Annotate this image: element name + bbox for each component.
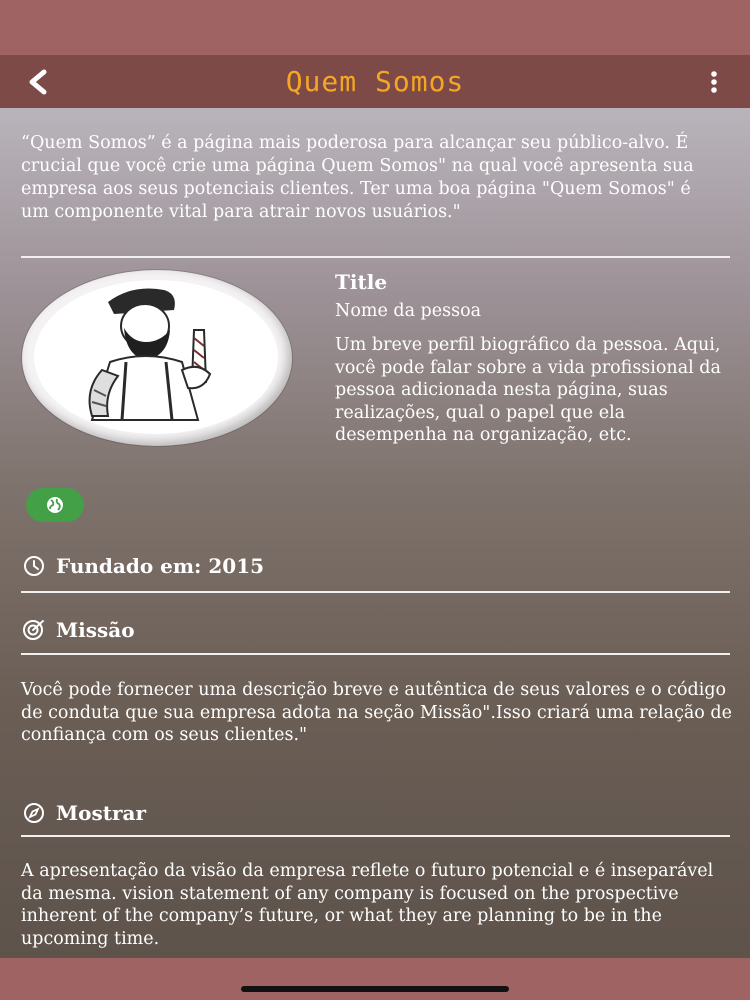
chevron-left-icon bbox=[24, 68, 54, 96]
bottom-bar bbox=[0, 958, 750, 1000]
clock-icon bbox=[21, 553, 47, 579]
page-title: Quem Somos bbox=[285, 65, 465, 98]
mission-title: Missão bbox=[56, 618, 135, 642]
founded-heading bbox=[21, 553, 264, 579]
profile-name: Nome da pessoa bbox=[335, 301, 482, 321]
founded-label: Fundado em: 2015 bbox=[56, 554, 265, 578]
vision-text: A apresentação da visão da empresa reflete o futuro potencial e é inseparável da mesma. vision statement of any company is focused on the prospective inherent of the company’s future, or what they are planning to be in the upcoming time. bbox=[21, 861, 714, 949]
website-button[interactable] bbox=[26, 488, 84, 522]
profile-title: Title bbox=[335, 270, 388, 294]
divider bbox=[21, 835, 730, 837]
divider bbox=[21, 653, 730, 655]
globe-icon bbox=[45, 495, 65, 515]
avatar bbox=[22, 270, 292, 446]
vertical-dots-icon bbox=[709, 70, 719, 94]
home-indicator[interactable] bbox=[241, 986, 509, 992]
mission-heading bbox=[21, 617, 135, 643]
profile-bio: Um breve perfil biográfico da pessoa. Aqui, você pode falar sobre a vida profissional da pessoa adicionada nesta página, suas realizações, qual o papel que ela desempenha na organização, etc. bbox=[335, 335, 721, 445]
back-button[interactable] bbox=[22, 67, 56, 97]
divider bbox=[21, 256, 730, 258]
target-icon bbox=[21, 617, 47, 643]
vision-title: Mostrar bbox=[56, 801, 147, 825]
app-header bbox=[0, 55, 750, 108]
divider bbox=[21, 591, 730, 593]
menu-button[interactable] bbox=[704, 67, 724, 97]
content-area bbox=[0, 108, 750, 958]
compass-icon bbox=[21, 800, 47, 826]
intro-text: “Quem Somos” é a página mais poderosa para alcançar seu público-alvo. É crucial que você crie uma página Quem Somos" na qual você apresenta sua empresa aos seus potenciais clientes. Ter uma boa página "Quem Somos" é um componente vital para atrair novos usuários." bbox=[21, 133, 694, 222]
status-bar bbox=[0, 0, 750, 55]
vision-heading bbox=[21, 800, 146, 826]
mission-text: Você pode fornecer uma descrição breve e autêntica de seus valores e o código de conduta que sua empresa adota na seção Missão".Isso criará uma relação de confiança com os seus clientes." bbox=[21, 680, 732, 745]
bearded-man-illustration bbox=[22, 270, 292, 446]
